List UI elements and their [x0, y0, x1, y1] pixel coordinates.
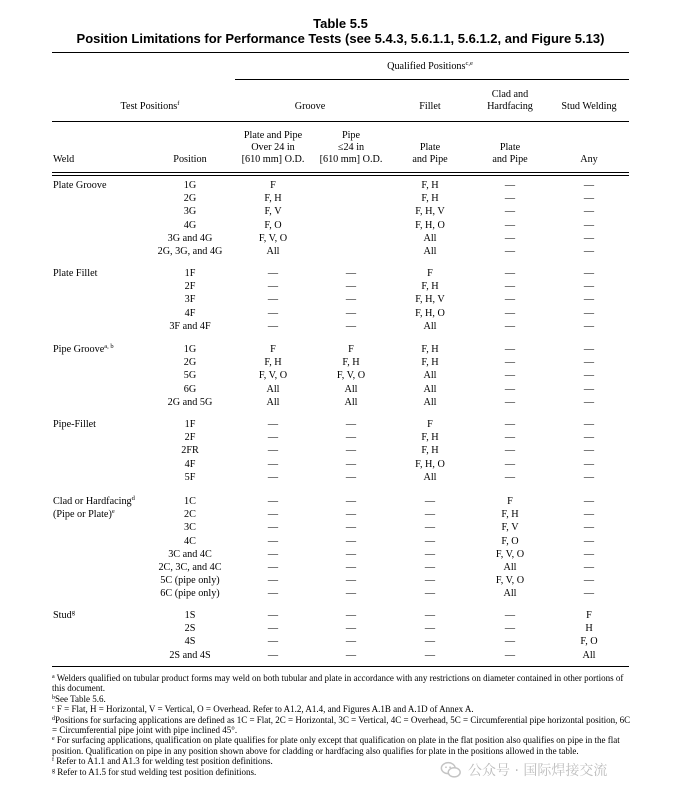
cell-position: 2C	[184, 509, 196, 521]
cell-fillet: —	[424, 535, 436, 547]
cell-stud: —	[583, 281, 595, 293]
cell-position: 6C (pipe only)	[160, 588, 220, 600]
cell-position: 2G and 5G	[167, 396, 213, 408]
cell-position: 6G	[183, 383, 197, 395]
cell-stud: —	[583, 562, 595, 573]
cell-groove-plate-pipe: —	[267, 496, 279, 507]
cell-groove-plate-pipe: —	[267, 548, 279, 560]
cell-groove-pipe: —	[345, 458, 357, 470]
cell-groove-pipe: F, V, O	[336, 370, 366, 382]
cell-clad: —	[504, 623, 516, 635]
cell-clad: —	[504, 206, 516, 218]
header-qualified-positions: Qualified Positions$^{c,e}$	[387, 60, 473, 72]
header-bottom-rule	[52, 172, 629, 173]
cell-fillet: F	[427, 419, 433, 430]
cell-groove-plate-pipe: All	[266, 383, 280, 395]
cell-position: 3G	[183, 206, 197, 218]
subheader-weld: Weld	[53, 154, 75, 165]
cell-groove-plate-pipe: F	[270, 180, 276, 191]
cell-groove-plate-pipe: F	[270, 344, 276, 355]
cell-fillet: —	[424, 562, 436, 573]
subheader-stud-any: Any	[580, 154, 598, 165]
cell-fillet: F	[427, 268, 433, 279]
cell-position: 2FR	[181, 445, 199, 457]
cell-groove-pipe: —	[345, 522, 357, 534]
cell-groove-plate-pipe: —	[267, 471, 279, 483]
cell-stud: —	[583, 294, 595, 306]
cell-stud: —	[583, 522, 595, 534]
subheader-clad-line1: Plate	[499, 142, 521, 153]
cell-groove-plate-pipe: F, V, O	[258, 370, 288, 382]
cell-fillet: All	[423, 246, 437, 257]
cell-groove-plate-pipe: —	[267, 268, 279, 279]
cell-clad: —	[504, 458, 516, 470]
cell-groove-plate-pipe: F, O	[264, 219, 282, 231]
cell-clad: —	[504, 193, 516, 205]
footnote-a: $^a$ Welders qualified on tubular product forms may weld on both tubular and plate in accordance with any restrictions on diameter contained in other portions of this document.	[52, 673, 624, 694]
cell-groove-plate-pipe: —	[267, 307, 279, 319]
cell-groove-plate-pipe: —	[267, 636, 279, 648]
cell-fillet: —	[424, 610, 436, 621]
cell-groove-pipe: —	[345, 562, 357, 573]
cell-clad: —	[504, 307, 516, 319]
cell-clad: F, V, O	[495, 548, 525, 560]
cell-groove-pipe: —	[345, 588, 357, 600]
cell-groove-pipe: —	[345, 307, 357, 319]
cell-position: 4S	[184, 636, 196, 648]
cell-stud: —	[583, 206, 595, 218]
cell-groove-plate-pipe: F, V	[264, 206, 282, 218]
cell-clad: —	[504, 246, 516, 257]
cell-groove-plate-pipe: —	[267, 458, 279, 470]
cell-clad: —	[504, 294, 516, 306]
cell-groove-pipe: —	[345, 471, 357, 483]
cell-position: 5G	[183, 370, 197, 382]
cell-groove-pipe: F	[348, 344, 354, 355]
cell-groove-pipe: —	[345, 268, 357, 279]
cell-position: 2C, 3C, and 4C	[158, 562, 222, 573]
cell-fillet: All	[423, 396, 437, 408]
weld-group-label: Stud$^g$	[53, 609, 75, 621]
cell-clad: —	[504, 636, 516, 648]
cell-position: 3F	[184, 294, 196, 306]
cell-stud: H	[585, 623, 593, 635]
cell-groove-plate-pipe: —	[267, 535, 279, 547]
header-bottom-rule-2	[52, 175, 629, 176]
cell-fillet: F, H	[421, 432, 439, 444]
cell-position: 1F	[184, 268, 196, 279]
cell-groove-pipe: —	[345, 509, 357, 521]
cell-groove-plate-pipe: —	[267, 294, 279, 306]
wechat-icon	[440, 759, 462, 781]
cell-groove-pipe: —	[345, 432, 357, 444]
weld-group-label: Clad or Hardfacing$^d$	[53, 495, 135, 507]
cell-fillet: F, H, V	[415, 206, 445, 218]
header-groove: Groove	[294, 101, 326, 112]
cell-stud: —	[583, 307, 595, 319]
cell-position: 3G and 4G	[167, 232, 213, 244]
subheader-clad-line2: and Pipe	[492, 154, 528, 165]
cell-fillet: F, H	[421, 281, 439, 293]
cell-stud: —	[583, 419, 595, 430]
watermark	[440, 758, 607, 782]
cell-clad: —	[504, 281, 516, 293]
cell-groove-pipe: —	[345, 610, 357, 621]
cell-position: 3F and 4F	[169, 320, 211, 332]
cell-stud: —	[583, 396, 595, 408]
cell-position: 4C	[184, 535, 196, 547]
cell-position: 2G	[183, 357, 197, 369]
cell-fillet: —	[424, 496, 436, 507]
cell-clad: —	[504, 370, 516, 382]
cell-groove-pipe: —	[345, 294, 357, 306]
cell-groove-pipe: —	[345, 649, 357, 661]
subheader-plate-pipe-line2: Over 24 in	[251, 142, 295, 153]
cell-position: 1F	[184, 419, 196, 430]
cell-groove-pipe: All	[344, 396, 358, 408]
weld-group-label: Pipe-Fillet	[53, 419, 97, 430]
cell-clad: —	[504, 432, 516, 444]
cell-clad: —	[504, 419, 516, 430]
header-fillet: Fillet	[419, 101, 441, 112]
cell-clad: F	[507, 496, 513, 507]
cell-stud: —	[583, 445, 595, 457]
subheader-plate-pipe-line1: Plate and Pipe	[243, 130, 303, 141]
cell-clad: —	[504, 396, 516, 408]
cell-groove-plate-pipe: —	[267, 320, 279, 332]
table-title: Table 5.5	[313, 16, 368, 31]
subheader-pipe-line1: Pipe	[341, 130, 361, 141]
cell-groove-pipe: —	[345, 496, 357, 507]
cell-groove-pipe: —	[345, 320, 357, 332]
cell-fillet: —	[424, 623, 436, 635]
cell-clad: —	[504, 445, 516, 457]
cell-groove-plate-pipe: F, V, O	[258, 232, 288, 244]
cell-fillet: F, H	[421, 344, 439, 355]
cell-groove-plate-pipe: —	[267, 575, 279, 587]
cell-groove-plate-pipe: —	[267, 623, 279, 635]
footnote-g: $^g$ Refer to A1.5 for stud welding test position definitions.	[52, 766, 257, 777]
cell-stud: —	[583, 548, 595, 560]
cell-groove-pipe: —	[345, 636, 357, 648]
table-bottom-rule	[52, 666, 629, 667]
cell-stud: —	[583, 344, 595, 355]
cell-stud: —	[583, 232, 595, 244]
cell-fillet: —	[424, 649, 436, 661]
cell-position: 2F	[184, 432, 196, 444]
cell-fillet: All	[423, 232, 437, 244]
cell-stud: —	[583, 383, 595, 395]
cell-groove-pipe: —	[345, 419, 357, 430]
cell-clad: —	[504, 649, 516, 661]
header-clad-line1: Clad and	[491, 89, 529, 100]
weld-group-label: Plate Fillet	[53, 268, 98, 279]
header-clad-line2: Hardfacing	[487, 101, 533, 112]
cell-position: 5C (pipe only)	[160, 575, 220, 587]
cell-groove-plate-pipe: —	[267, 562, 279, 573]
cell-fillet: F, H	[421, 180, 439, 191]
cell-fillet: —	[424, 548, 436, 560]
cell-groove-plate-pipe: —	[267, 588, 279, 600]
cell-groove-plate-pipe: —	[267, 522, 279, 534]
cell-stud: —	[583, 357, 595, 369]
cell-clad: —	[504, 268, 516, 279]
cell-stud: —	[583, 535, 595, 547]
cell-groove-pipe: —	[345, 623, 357, 635]
cell-stud: —	[583, 496, 595, 507]
footnote-f: $^f$ Refer to A1.1 and A1.3 for welding test position definitions.	[52, 756, 273, 767]
cell-position: 3C and 4C	[168, 548, 212, 560]
cell-stud: —	[583, 246, 595, 257]
footnote-b: $^b$See Table 5.6.	[52, 693, 106, 704]
cell-stud: —	[583, 588, 595, 600]
table-subtitle: Position Limitations for Performance Tests (see 5.4.3, 5.6.1.1, 5.6.1.2, and Figure 5.13)	[76, 31, 605, 46]
cell-clad: All	[503, 588, 517, 600]
subheader-rule	[52, 121, 629, 122]
cell-fillet: F, H, O	[415, 458, 445, 470]
cell-position: 1S	[184, 610, 196, 621]
cell-position: 1G	[183, 180, 197, 191]
cell-clad: —	[504, 383, 516, 395]
cell-stud: F, O	[580, 636, 598, 648]
cell-clad: —	[504, 232, 516, 244]
cell-position: 1C	[184, 496, 196, 507]
cell-clad: —	[504, 219, 516, 231]
weld-group-label: (Pipe or Plate)$^e$	[53, 508, 115, 521]
cell-groove-plate-pipe: —	[267, 281, 279, 293]
cell-stud: F	[586, 610, 592, 621]
weld-group-label: Plate Groove	[53, 180, 107, 191]
footnote-c: $^c$ F = Flat, H = Horizontal, V = Vertical, O = Overhead. Refer to A1.2, A1.4, and Figures A.1B and A.1D of Annex A.	[52, 704, 474, 715]
cell-groove-plate-pipe: —	[267, 509, 279, 521]
cell-clad: —	[504, 320, 516, 332]
cell-position: 4F	[184, 458, 196, 470]
footnote-e: $^e$ For surfacing applications, qualification on plate qualifies for plate only except that qualification on plate in the flat position also qualifies on pipe in the flat position. Qualification on pipe in any position shown above for cladding or hardfacing also qualifies for plate in the positions allowed in the table.	[52, 735, 620, 756]
watermark-text: 公众号 · 国际焊接交流	[468, 763, 608, 779]
cell-clad: —	[504, 180, 516, 191]
cell-clad: All	[503, 562, 517, 573]
cell-groove-plate-pipe: All	[266, 396, 280, 408]
cell-stud: —	[583, 370, 595, 382]
cell-stud: —	[583, 320, 595, 332]
cell-position: 1G	[183, 344, 197, 355]
cell-fillet: —	[424, 509, 436, 521]
cell-fillet: F, H	[421, 445, 439, 457]
cell-stud: —	[583, 180, 595, 191]
cell-clad: —	[504, 471, 516, 483]
cell-groove-pipe: F, H	[342, 357, 360, 369]
cell-stud: —	[583, 575, 595, 587]
cell-position: 2S and 4S	[169, 649, 211, 661]
cell-fillet: —	[424, 522, 436, 534]
cell-fillet: F, H, V	[415, 294, 445, 306]
cell-fillet: F, H, O	[415, 307, 445, 319]
cell-groove-pipe: —	[345, 575, 357, 587]
cell-clad: —	[504, 357, 516, 369]
subheader-fillet-line2: and Pipe	[412, 154, 448, 165]
cell-groove-pipe: All	[344, 383, 358, 395]
cell-groove-pipe: —	[345, 445, 357, 457]
cell-stud: All	[582, 649, 596, 661]
cell-position: 2G, 3G, and 4G	[157, 246, 223, 257]
cell-position: 2S	[184, 623, 196, 635]
cell-fillet: —	[424, 575, 436, 587]
cell-clad: —	[504, 344, 516, 355]
cell-stud: —	[583, 471, 595, 483]
table-title-block	[52, 16, 629, 47]
subheader-pipe-line3: [610 mm] O.D.	[319, 154, 383, 165]
cell-groove-plate-pipe: All	[266, 246, 280, 257]
cell-clad: F, V	[501, 522, 519, 534]
cell-fillet: All	[423, 383, 437, 395]
header-test-positions: Test Positions$^f$	[120, 100, 180, 112]
cell-stud: —	[583, 193, 595, 205]
cell-groove-plate-pipe: —	[267, 432, 279, 444]
cell-position: 2G	[183, 193, 197, 205]
cell-stud: —	[583, 268, 595, 279]
cell-stud: —	[583, 509, 595, 521]
header-stud-welding: Stud Welding	[561, 101, 617, 112]
cell-clad: —	[504, 610, 516, 621]
cell-clad: F, H	[501, 509, 519, 521]
cell-fillet: F, H	[421, 193, 439, 205]
cell-position: 3C	[184, 522, 196, 534]
cell-stud: —	[583, 432, 595, 444]
cell-position: 5F	[184, 471, 196, 483]
footnote-d: $^d$Positions for surfacing applications are defined as 1C = Flat, 2C = Horizontal, 3C = Vertical, 4C = Overhead, 5C = Circumferential pipe horizontal position, 6C = Circumferential pipe joint with pipe inclined 45°.	[52, 714, 631, 736]
cell-fillet: All	[423, 370, 437, 382]
cell-clad: F, O	[501, 535, 519, 547]
cell-position: 2F	[184, 281, 196, 293]
cell-fillet: —	[424, 636, 436, 648]
subheader-plate-pipe-line3: [610 mm] O.D.	[241, 154, 305, 165]
weld-group-label: Pipe Groove$^{a, b}$	[53, 343, 114, 355]
subheader-position: Position	[173, 154, 207, 165]
cell-groove-pipe: —	[345, 281, 357, 293]
cell-fillet: —	[424, 588, 436, 600]
cell-fillet: F, H, O	[415, 219, 445, 231]
cell-groove-pipe: —	[345, 535, 357, 547]
cell-fillet: All	[423, 471, 437, 483]
cell-fillet: All	[423, 320, 437, 332]
subheader-fillet-line1: Plate	[419, 142, 441, 153]
cell-stud: —	[583, 458, 595, 470]
cell-clad: F, V, O	[495, 575, 525, 587]
cell-groove-plate-pipe: F, H	[264, 357, 282, 369]
cell-groove-plate-pipe: —	[267, 649, 279, 661]
cell-groove-plate-pipe: —	[267, 445, 279, 457]
cell-groove-plate-pipe: —	[267, 419, 279, 430]
cell-position: 4F	[184, 307, 196, 319]
subheader-pipe-line2: ≤24 in	[337, 142, 365, 153]
cell-groove-plate-pipe: F, H	[264, 193, 282, 205]
qualified-positions-rule	[235, 79, 629, 80]
cell-groove-plate-pipe: —	[267, 610, 279, 621]
cell-groove-pipe: —	[345, 548, 357, 560]
cell-position: 4G	[183, 219, 197, 231]
cell-fillet: F, H	[421, 357, 439, 369]
cell-stud: —	[583, 219, 595, 231]
top-rule	[52, 52, 629, 53]
